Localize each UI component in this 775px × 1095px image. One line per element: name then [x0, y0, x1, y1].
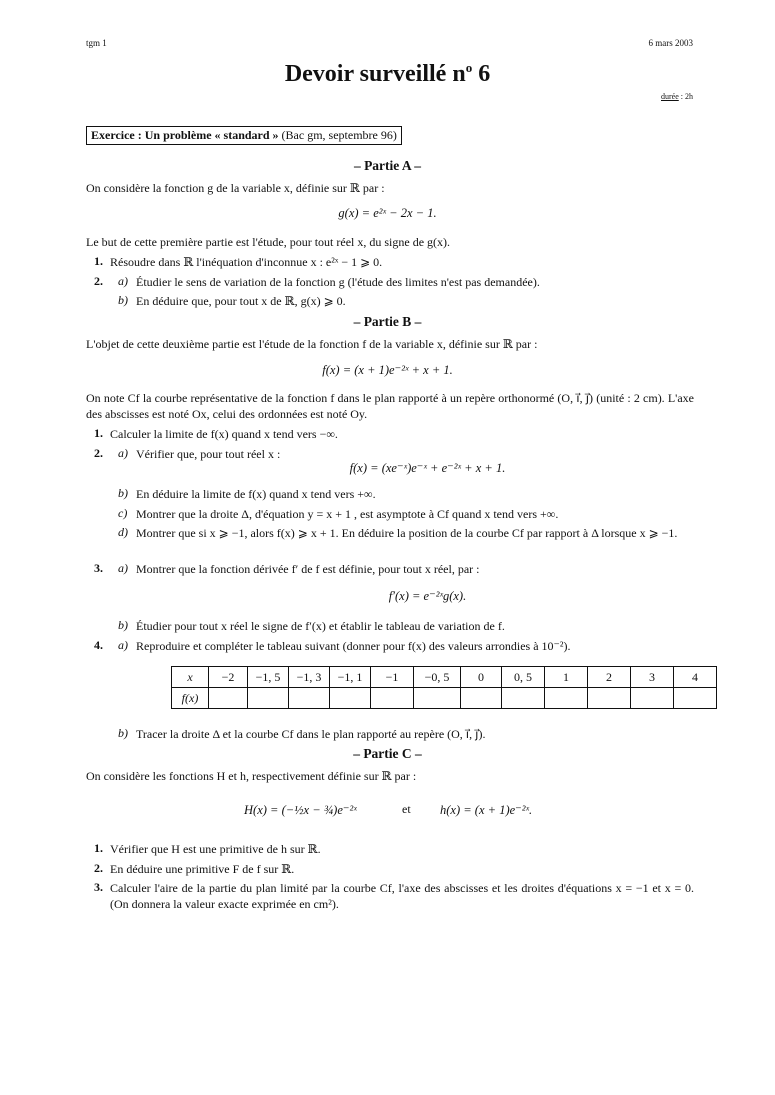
table-row-fx [172, 688, 717, 709]
part-c-title: – Partie C – [353, 746, 422, 761]
part-c-q1: Vérifier que H est une primitive de h sur ℝ. [110, 842, 321, 856]
table-cell-x: −1, 1 [330, 667, 371, 688]
table-cell-x: −1 [371, 667, 414, 688]
part-c-q2-number: 2. [94, 861, 103, 875]
part-b-q2b: En déduire la limite de f(x) quand x tend vers +∞. [136, 487, 376, 501]
header-date: 6 mars 2003 [648, 38, 693, 48]
table-cell-x: −1, 3 [289, 667, 330, 688]
part-a-formula: g(x) = e²ˣ − 2x − 1. [338, 206, 437, 220]
table-cell-fx [502, 688, 545, 709]
part-c-et: et [402, 802, 411, 816]
table-cell-fx [209, 688, 248, 709]
page-title [0, 60, 775, 88]
part-b-q2a-label: a) [118, 446, 128, 460]
exercise-box [86, 126, 402, 145]
part-b-q2c: Montrer que la droite Δ, d'équation y = x + 1 , est asymptote à Cf quand x tend vers +∞. [136, 507, 559, 521]
table-cell-x: 2 [588, 667, 631, 688]
exercise-name: Un problème « standard » [144, 128, 279, 142]
table-cell-fx [414, 688, 461, 709]
table-cell-x: 0, 5 [502, 667, 545, 688]
table-cell-x: −2 [209, 667, 248, 688]
exercise-label: Exercice : [91, 128, 142, 142]
duration-label: durée [661, 92, 679, 101]
part-a-q2b-label: b) [118, 293, 128, 307]
table-row-head: f(x) [172, 688, 209, 709]
part-b-q2b-label: b) [118, 486, 128, 500]
table-cell-x: −0, 5 [414, 667, 461, 688]
header-class: tgm 1 [86, 38, 107, 48]
table-cell-fx [545, 688, 588, 709]
part-a-title: – Partie A – [353, 158, 422, 173]
part-b-intro: L'objet de cette deuxième partie est l'étude de la fonction f de la variable x, définie sur ℝ par : [86, 337, 538, 351]
part-b-q2d-label: d) [118, 525, 128, 539]
part-b-title: – Partie B – [353, 314, 422, 329]
table-cell-x: 0 [461, 667, 502, 688]
part-b-q4b: Tracer la droite Δ et la courbe Cf dans le plan rapporté au repère (O, i⃗, j⃗). [136, 727, 486, 741]
part-b-q3a-label: a) [118, 561, 128, 575]
part-b-note: On note Cf la courbe représentative de la fonction f dans le plan rapporté à un repère orthonormé (O, i⃗, j⃗) (unité : 2 cm). L'axe des abscisses est noté Ox, celui des ordonnées est noté Oy. [86, 391, 694, 421]
title-superscript: o [465, 60, 473, 75]
part-b-q3-number: 3. [94, 561, 103, 575]
table-cell-fx [330, 688, 371, 709]
part-a-q1: Résoudre dans ℝ l'inéquation d'inconnue x : e²ˣ − 1 ⩾ 0. [110, 255, 383, 269]
part-a-q1-number: 1. [94, 254, 103, 268]
part-c-q3: Calculer l'aire de la partie du plan limité par la courbe Cf, l'axe des abscisses et les droites d'équations x = −1 et x = 0. (On donnera la valeur exacte exprimée en cm²). [110, 881, 694, 911]
part-b-q2a: Vérifier que, pour tout réel x : [136, 447, 281, 461]
table-row-x [172, 667, 717, 688]
table-cell-fx [371, 688, 414, 709]
duration [661, 92, 693, 101]
part-b-q2a-formula: f(x) = (xe⁻ˣ)e⁻ˣ + e⁻²ˣ + x + 1. [349, 461, 506, 475]
part-c-H-formula: H(x) = (−½x − ¾)e⁻²ˣ [244, 803, 357, 817]
part-c-h-formula: h(x) = (x + 1)e⁻²ˣ. [440, 803, 533, 817]
part-b-q4a: Reproduire et compléter le tableau suivant (donner pour f(x) des valeurs arrondies à 10⁻²). [136, 639, 571, 653]
title-number: 6 [472, 61, 491, 87]
table-cell-x: 3 [631, 667, 674, 688]
table-cell-fx [588, 688, 631, 709]
part-b-q1-number: 1. [94, 426, 103, 440]
part-c-q1-number: 1. [94, 841, 103, 855]
table-cell-x: −1, 5 [248, 667, 289, 688]
part-b-q1: Calculer la limite de f(x) quand x tend vers −∞. [110, 427, 338, 441]
table-cell-fx [631, 688, 674, 709]
part-a-intro: On considère la fonction g de la variable x, définie sur ℝ par : [86, 181, 385, 195]
part-b-q4b-label: b) [118, 726, 128, 740]
values-table [171, 666, 717, 709]
part-b-formula: f(x) = (x + 1)e⁻²ˣ + x + 1. [322, 363, 453, 377]
part-c-intro: On considère les fonctions H et h, respectivement définie sur ℝ par : [86, 769, 417, 783]
part-b-q2c-label: c) [118, 506, 128, 520]
table-cell-fx [674, 688, 717, 709]
part-b-q2-number: 2. [94, 446, 103, 460]
part-a-q2a: Étudier le sens de variation de la fonction g (l'étude des limites n'est pas demandée). [136, 275, 540, 289]
table-cell-x: 1 [545, 667, 588, 688]
part-a-q2b: En déduire que, pour tout x de ℝ, g(x) ⩾ 0. [136, 294, 346, 308]
table-cell-x: 4 [674, 667, 717, 688]
part-b-q3a-formula: f′(x) = e⁻²ˣg(x). [388, 589, 467, 603]
part-b-q4-number: 4. [94, 638, 103, 652]
part-a-goal: Le but de cette première partie est l'étude, pour tout réel x, du signe de g(x). [86, 235, 451, 249]
part-a-q2-number: 2. [94, 274, 103, 288]
part-c-q2: En déduire une primitive F de f sur ℝ. [110, 862, 295, 876]
part-b-q3a: Montrer que la fonction dérivée f′ de f est définie, pour tout x réel, par : [136, 562, 480, 576]
part-b-q3b: Étudier pour tout x réel le signe de f′(x) et établir le tableau de variation de f. [136, 619, 505, 633]
part-b-q3b-label: b) [118, 618, 128, 632]
exercise-source: (Bac gm, septembre 96) [281, 128, 397, 142]
table-cell-fx [248, 688, 289, 709]
part-a-q2a-label: a) [118, 274, 128, 288]
part-b-q4a-label: a) [118, 638, 128, 652]
duration-value: : 2h [678, 92, 693, 101]
table-cell-fx [289, 688, 330, 709]
table-row-head: x [172, 667, 209, 688]
part-b-q2d: Montrer que si x ⩾ −1, alors f(x) ⩾ x + 1. En déduire la position de la courbe Cf par rapport à Δ lorsque x ⩾ −1. [136, 526, 678, 540]
part-c-q3-number: 3. [94, 880, 103, 894]
table-cell-fx [461, 688, 502, 709]
title-text: Devoir surveillé n [284, 61, 466, 87]
